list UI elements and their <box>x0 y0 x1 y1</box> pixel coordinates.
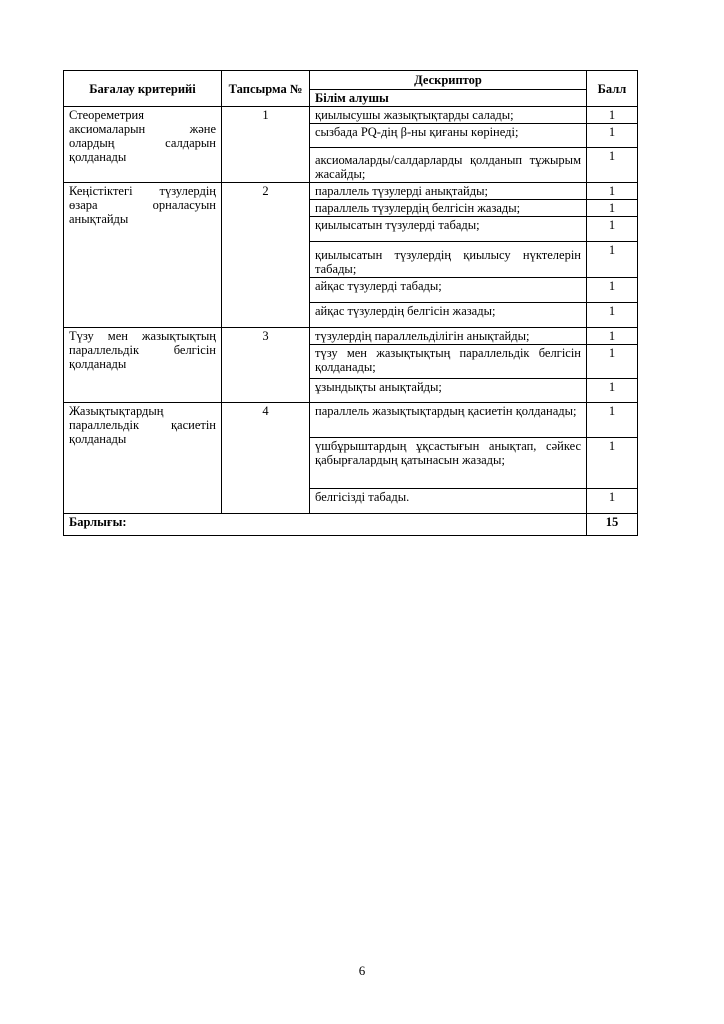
assessment-rubric-table <box>63 70 638 536</box>
descriptor-cell: параллель түзулердің белгісін жазады; <box>310 200 587 217</box>
descriptor-cell: айқас түзулердің белгісін жазады; <box>310 303 587 328</box>
task-number-header: Тапсырма № <box>222 71 310 107</box>
total-row <box>64 514 638 536</box>
score-cell: 1 <box>587 200 638 217</box>
table-row <box>64 403 638 438</box>
descriptor-cell: түзу мен жазықтықтың параллельдік белгісін қолданады; <box>310 345 587 379</box>
descriptor-cell: белгісізді табады. <box>310 489 587 514</box>
task-number-cell: 4 <box>222 403 310 514</box>
descriptor-cell: сызбада PQ-дің β-ны қиғаны көрінеді; <box>310 124 587 148</box>
score-cell: 1 <box>587 278 638 303</box>
descriptor-cell: параллель жазықтықтардың қасиетін қолданады; <box>310 403 587 438</box>
descriptor-cell: қиылысушы жазықтықтарды салады; <box>310 107 587 124</box>
descriptor-header: Дескриптор <box>310 71 587 90</box>
score-header: Балл <box>587 71 638 107</box>
score-cell: 1 <box>587 124 638 148</box>
score-cell: 1 <box>587 242 638 278</box>
score-cell: 1 <box>587 328 638 345</box>
descriptor-subheader: Білім алушы <box>310 90 587 107</box>
score-cell: 1 <box>587 403 638 438</box>
score-cell: 1 <box>587 217 638 242</box>
descriptor-cell: қиылысатын түзулердің қиылысу нүктелерін табады; <box>310 242 587 278</box>
total-label: Барлығы: <box>64 514 587 536</box>
table-row <box>64 107 638 124</box>
task-number-cell: 3 <box>222 328 310 403</box>
page-number: 6 <box>358 963 366 978</box>
criterion-header: Бағалау критерийі <box>64 71 222 107</box>
descriptor-cell: параллель түзулерді анықтайды; <box>310 183 587 200</box>
header-row <box>64 71 638 90</box>
score-cell: 1 <box>587 379 638 403</box>
descriptor-cell: айқас түзулерді табады; <box>310 278 587 303</box>
descriptor-cell: үшбұрыштардың ұқсастығын анықтап, сәйкес қабырғалардың қатынасын жазады; <box>310 438 587 489</box>
descriptor-cell: ұзындықты анықтайды; <box>310 379 587 403</box>
criterion-cell: Кеңістіктегі түзулердің өзара орналасуын анықтайды <box>64 183 222 328</box>
criterion-cell: Жазықтықтардың параллельдік қасиетін қолданады <box>64 403 222 514</box>
task-number-cell: 2 <box>222 183 310 328</box>
descriptor-cell: қиылысатын түзулерді табады; <box>310 217 587 242</box>
score-cell: 1 <box>587 345 638 379</box>
score-cell: 1 <box>587 107 638 124</box>
score-cell: 1 <box>587 489 638 514</box>
table-row <box>64 328 638 345</box>
descriptor-cell: аксиомаларды/салдарларды қолданып тұжырым жасайды; <box>310 148 587 183</box>
score-cell: 1 <box>587 148 638 183</box>
criterion-cell: Түзу мен жазықтықтың параллельдік белгісін қолданады <box>64 328 222 403</box>
score-cell: 1 <box>587 183 638 200</box>
criterion-cell: Стеореметрия аксиомаларын және олардың салдарын қолданады <box>64 107 222 183</box>
score-cell: 1 <box>587 438 638 489</box>
total-value: 15 <box>587 514 638 536</box>
descriptor-cell: түзулердің параллельділігін анықтайды; <box>310 328 587 345</box>
score-cell: 1 <box>587 303 638 328</box>
task-number-cell: 1 <box>222 107 310 183</box>
table-row <box>64 183 638 200</box>
